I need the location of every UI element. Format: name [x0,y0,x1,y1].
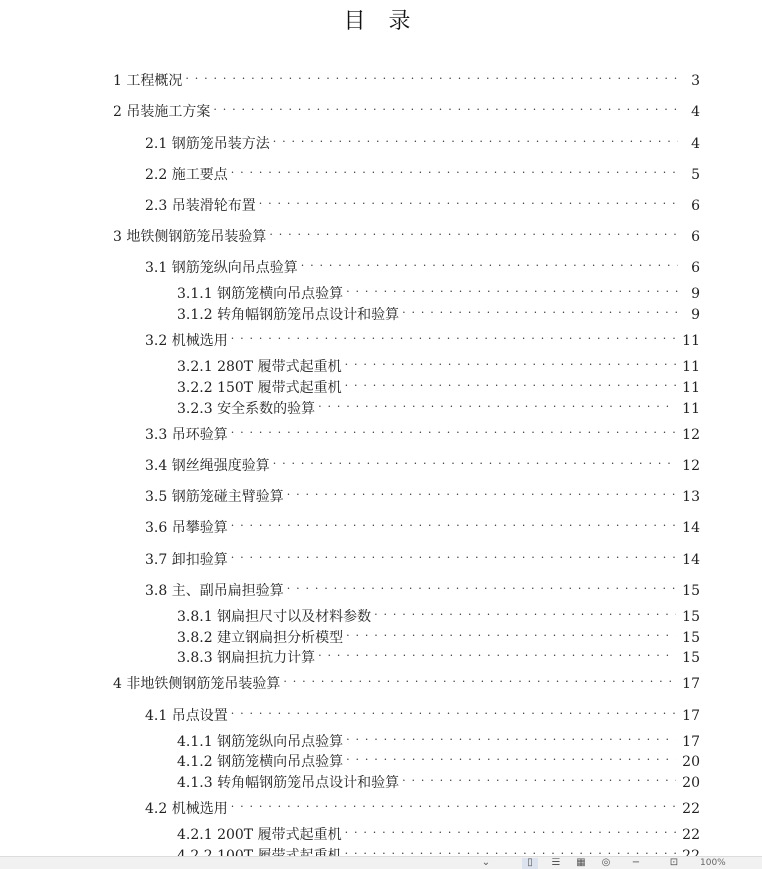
toc-entry-page: 14 [682,552,700,568]
toc-entry-page: 20 [682,775,700,791]
dot-leader [231,514,676,532]
toc-entry-label: 3.8.1 钢扁担尺寸以及材料参数 [177,609,372,625]
dot-leader [213,98,678,116]
toc-entry[interactable] [145,254,700,276]
dot-leader [301,254,678,272]
toc-entry-label: 2.3 吊装滑轮布置 [145,198,256,214]
dot-leader [231,161,678,179]
list-view-icon[interactable]: ☰ [551,858,561,868]
toc-entry-page: 17 [682,734,700,750]
toc-entry-page: 4 [691,104,700,120]
toc-entry[interactable] [145,702,700,724]
toc-entry[interactable] [145,452,700,474]
toc-entry-label: 3.5 钢筋笼碰主臂验算 [145,489,284,505]
toc-entry[interactable] [177,374,700,396]
dot-leader [231,327,676,345]
toc-entry-page: 11 [682,359,700,375]
toc-entry[interactable] [177,821,700,843]
toc-entry[interactable] [177,301,700,323]
toc-entry-label: 3.6 吊攀验算 [145,520,228,536]
toc-entry-label: 2.1 钢筋笼吊装方法 [145,136,270,152]
toc-entry[interactable] [177,280,700,302]
toc-entry-label: 3.8.2 建立钢扁担分析模型 [177,630,344,646]
toc-entry[interactable] [177,644,700,666]
toc-entry-label: 3.2.1 280T 履带式起重机 [177,359,342,375]
toc-entry-page: 15 [682,630,700,646]
dot-leader [185,67,678,85]
dot-leader [231,421,676,439]
toc-entry-page: 15 [682,650,700,666]
toc-entry-page: 12 [682,458,700,474]
toc-entry-page: 15 [682,609,700,625]
toc-entry[interactable] [145,327,700,349]
toc-entry-label: 4 非地铁侧钢筋笼吊装验算 [113,676,281,692]
toc-entry[interactable] [113,670,700,692]
status-bar [0,856,762,869]
dot-leader [345,374,677,392]
toc-entry-page: 22 [682,801,700,817]
toc-entry-page: 9 [691,307,700,323]
dot-leader [283,670,676,688]
dot-leader [345,353,677,371]
toc-entry-label: 4.2 机械选用 [145,801,228,817]
toc-entry-label: 3.2.2 150T 履带式起重机 [177,380,342,396]
dot-leader [346,624,676,642]
dot-leader [273,130,678,148]
toc-entry[interactable] [145,514,700,536]
toc-title: 目 录 [343,9,419,34]
toc-entry-label: 3.2.3 安全系数的验算 [177,401,316,417]
toc-entry[interactable] [145,192,700,214]
toc-entry[interactable] [177,728,700,750]
toc-entry-page: 12 [682,427,700,443]
toc-entry-label: 4.1.3 转角幅钢筋笼吊点设计和验算 [177,775,400,791]
toc-entry[interactable] [145,130,700,152]
toc-entry[interactable] [177,603,700,625]
toc-entry-page: 6 [691,260,700,276]
dot-leader [259,192,678,210]
toc-entry-label: 4.2.1 200T 履带式起重机 [177,827,342,843]
toc-entry-page: 17 [682,676,700,692]
toc-entry-page: 3 [691,73,700,89]
grid-view-icon[interactable]: ▦ [576,858,586,868]
dot-leader [346,728,676,746]
toc-entry[interactable] [145,483,700,505]
toc-entry[interactable] [145,577,700,599]
dot-leader [231,795,676,813]
toc-entry-page: 4 [691,136,700,152]
toc-entry-page: 11 [682,380,700,396]
toc-entry[interactable] [113,98,700,120]
toc-entry[interactable] [113,67,700,89]
toc-entry-page: 13 [682,489,700,505]
toc-entry-page: 20 [682,754,700,770]
dot-leader [269,223,678,241]
dot-leader [287,577,676,595]
dot-leader [231,702,676,720]
toc-entry-label: 3.1.1 钢筋笼横向吊点验算 [177,286,344,302]
dot-leader [345,821,677,839]
toc-entry[interactable] [113,223,700,245]
toc-entry[interactable] [145,421,700,443]
toc-entry-label: 3.8 主、副吊扁担验算 [145,583,284,599]
collapse-icon[interactable]: ⌄ [481,858,491,868]
toc-entry[interactable] [177,395,700,417]
zoom-level[interactable]: 100% [700,858,726,868]
toc-entry-page: 14 [682,520,700,536]
toc-entry-label: 3.3 吊环验算 [145,427,228,443]
toc-entry-page: 6 [691,229,700,245]
toc-entry-page: 9 [691,286,700,302]
dot-leader [346,748,676,766]
toc-entry[interactable] [177,353,700,375]
toc-entry-label: 3.4 钢丝绳强度验算 [145,458,270,474]
toc-entry-page: 15 [682,583,700,599]
dot-leader [402,769,676,787]
toc-entry-page: 17 [682,708,700,724]
toc-entry-label: 3.7 卸扣验算 [145,552,228,568]
toc-entry-page: 6 [691,198,700,214]
toc-entry-label: 3 地铁侧钢筋笼吊装验算 [113,229,267,245]
toc-entry[interactable] [145,161,700,183]
toc-entry[interactable] [145,546,700,568]
toc-entry-label: 2 吊装施工方案 [113,104,211,120]
toc-entry-label: 4.1.1 钢筋笼纵向吊点验算 [177,734,344,750]
dot-leader [287,483,676,501]
toc-entry-label: 2.2 施工要点 [145,167,228,183]
toc-entry-label: 3.1 钢筋笼纵向吊点验算 [145,260,298,276]
toc-entry-label: 3.2 机械选用 [145,333,228,349]
toc-entry-page: 5 [691,167,700,183]
dot-leader [374,603,676,621]
fit-icon[interactable]: ⊡ [669,858,679,868]
dot-leader [346,280,678,298]
zoom-out-icon[interactable]: − [631,858,641,868]
toc-entry-label: 1 工程概况 [113,73,183,89]
toc-entry-label: 3.8.3 钢扁担抗力计算 [177,650,316,666]
web-view-icon[interactable]: ◎ [601,858,611,868]
dot-leader [318,395,676,413]
toc-entry-page: 11 [682,401,700,417]
toc-entry[interactable] [177,748,700,770]
toc-entry-label: 3.1.2 转角幅钢筋笼吊点设计和验算 [177,307,400,323]
toc-entry-page: 22 [682,827,700,843]
toc-entry[interactable] [177,769,700,791]
toc-entry[interactable] [145,795,700,817]
dot-leader [318,644,676,662]
toc-entry-label: 4.1.2 钢筋笼横向吊点验算 [177,754,344,770]
dot-leader [273,452,676,470]
toc-entry-page: 11 [682,333,700,349]
dot-leader [402,301,678,319]
dot-leader [231,546,676,564]
toc-entry-label: 4.1 吊点设置 [145,708,228,724]
page-view-icon[interactable]: ▯ [522,858,538,869]
toc-entry[interactable] [177,624,700,646]
